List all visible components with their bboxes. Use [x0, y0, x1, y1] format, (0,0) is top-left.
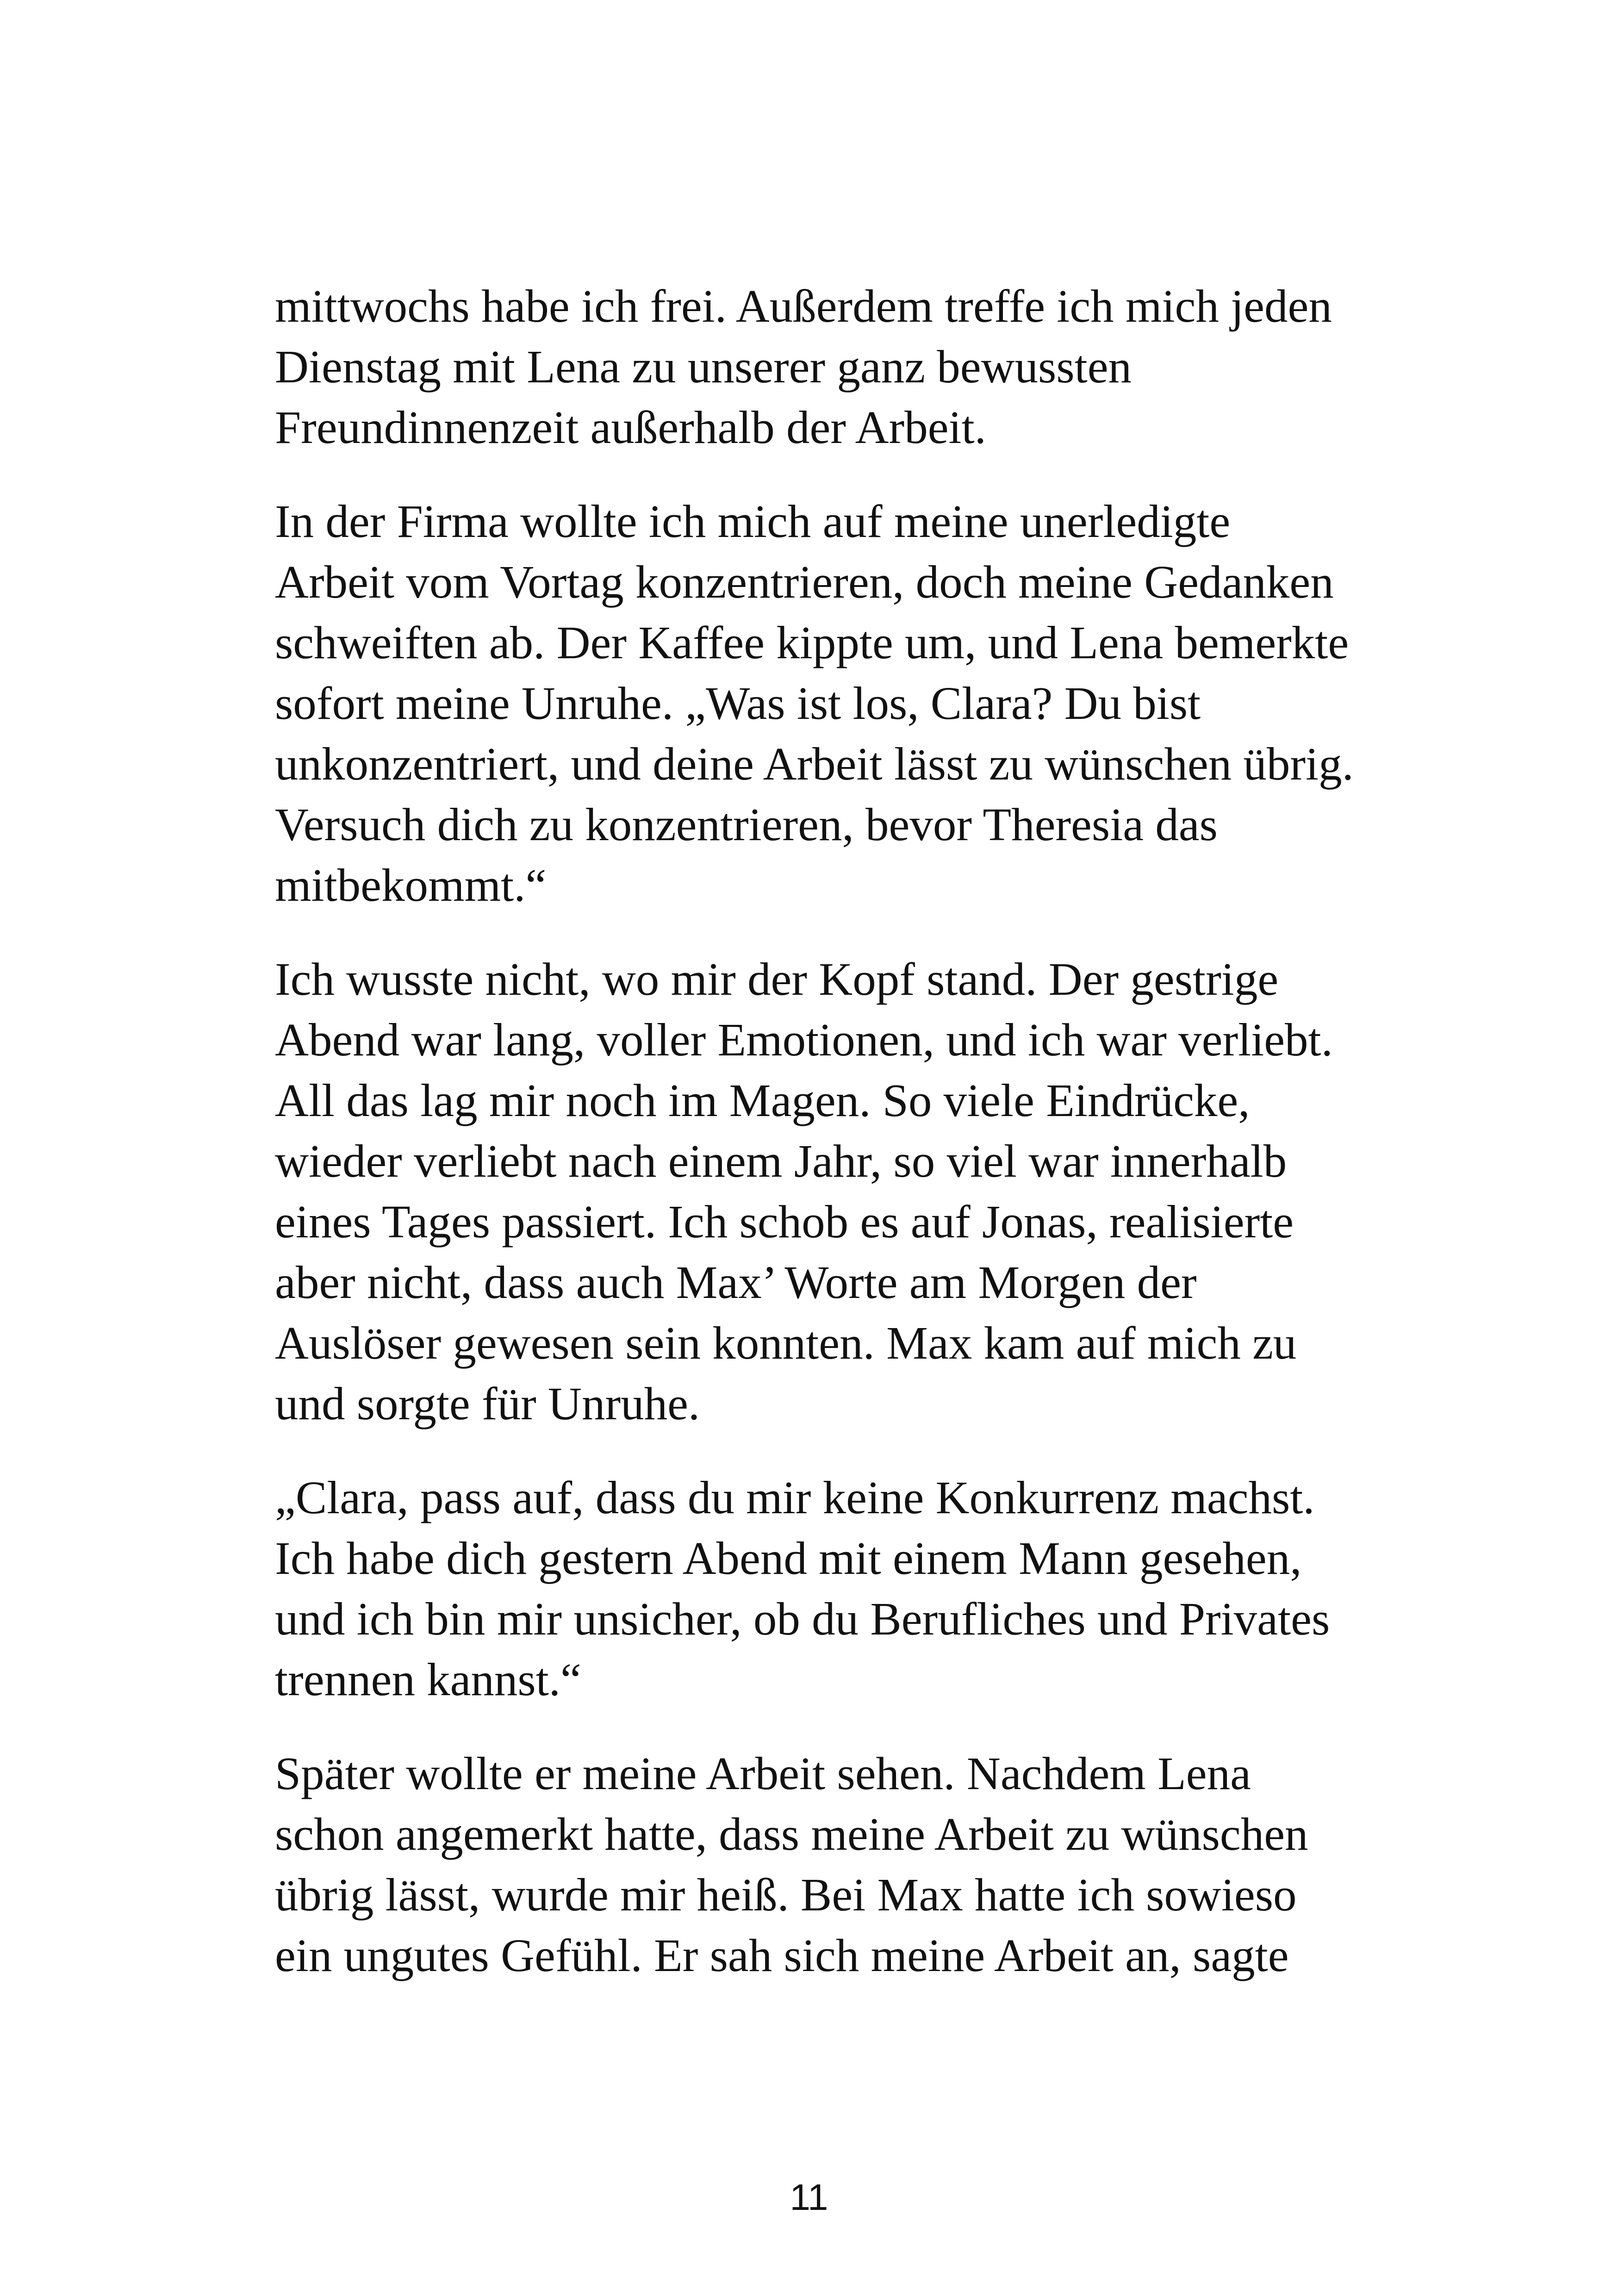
paragraph-1: mittwochs habe ich frei. Außerdem treffe ich mich jeden Dienstag mit Lena zu unserer ganz bewussten Freundinnenzeit außerhalb der Arbeit.	[275, 280, 1332, 453]
paragraph-3: Ich wusste nicht, wo mir der Kopf stand. Der gestrige Abend war lang, voller Emotionen, und ich war verliebt. All das lag mir noch im Magen. So viele Eindrücke, wieder verliebt nach einem Jahr, so viel war innerhalb eines Tages passiert. Ich schob es auf Jonas, realisierte aber nicht, dass auch Max’ Worte am Morgen der Auslöser gewesen sein konnten. Max kam auf mich zu und sorgte für Unruhe.	[275, 953, 1333, 1429]
page-number: 11	[790, 2177, 828, 2218]
paragraph-4: „Clara, pass auf, dass du mir keine Konkurrenz machst. Ich habe dich gestern Abend mit einem Mann gesehen, und ich bin mir unsicher, ob du Berufliches und Privates trennen kannst.“	[275, 1472, 1330, 1705]
body-text	[275, 276, 1358, 2019]
paragraph-2: In der Firma wollte ich mich auf meine unerledigte Arbeit vom Vortag konzentrieren, doch meine Gedanken schweiften ab. Der Kaffee kippte um, und Lena bemerkte sofort meine Unruhe. „Was ist los, Clara? Du bist unkonzentriert, und deine Arbeit lässt zu wünschen übrig. Versuch dich zu konzentrieren, bevor Theresia das mitbekommt.“	[275, 495, 1354, 911]
paragraph-5: Später wollte er meine Arbeit sehen. Nachdem Lena schon angemerkt hatte, dass meine Arbeit zu wünschen übrig lässt, wurde mir heiß. Bei Max hatte ich sowieso ein ungutes Gefühl. Er sah sich meine Arbeit an, sagte	[275, 1747, 1308, 1981]
